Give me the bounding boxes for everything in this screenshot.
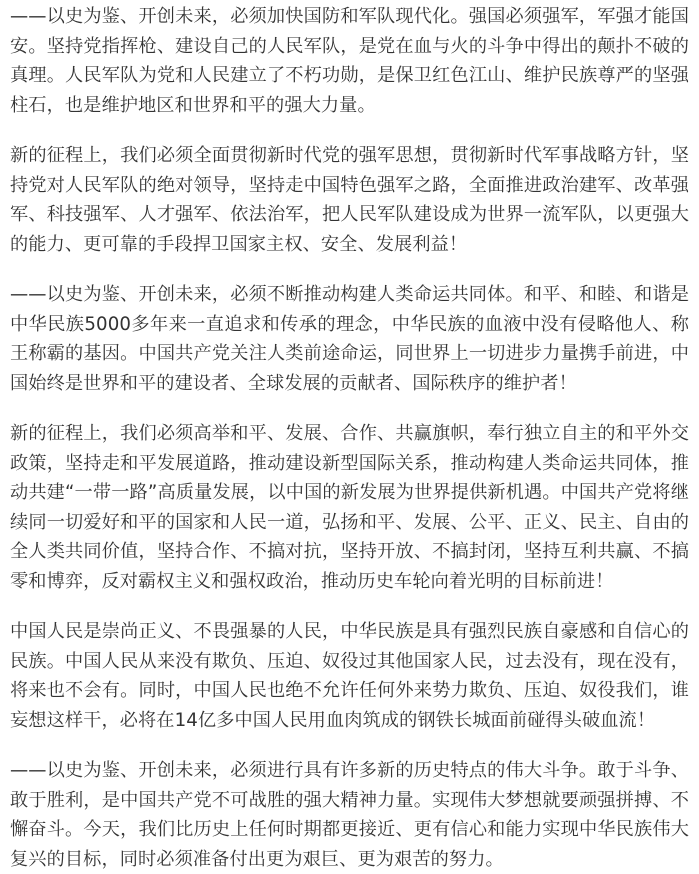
paragraph-1: ——以史为鉴、开创未来，必须加快国防和军队现代化。强国必须强军，军强才能国安。坚持党指挥枪、建设自己的人民军队，是党在血与火的斗争中得出的颠扑不破的真理。人民军队为党和人民建立了不朽功勋，是保卫红色江山、维护民族尊严的坚强柱石，也是维护地区和世界和平的强大力量。 xyxy=(10,6,689,116)
paragraph-3: ——以史为鉴、开创未来，必须不断推动构建人类命运共同体。和平、和睦、和谐是中华民族5000多年来一直追求和传承的理念，中华民族的血液中没有侵略他人、称王称霸的基因。中国共产党关注人类前途命运，同世界上一切进步力量携手前进，中国始终是世界和平的建设者、全球发展的贡献者、国际秩序的维护者！ xyxy=(10,284,689,394)
paragraph-2: 新的征程上，我们必须全面贯彻新时代党的强军思想，贯彻新时代军事战略方针，坚持党对人民军队的绝对领导，坚持走中国特色强军之路，全面推进政治建军、改革强军、科技强军、人才强军、依法治军，把人民军队建设成为世界一流军队，以更强大的能力、更可靠的手段捍卫国家主权、安全、发展利益！ xyxy=(10,145,689,255)
paragraph-6: ——以史为鉴、开创未来，必须进行具有许多新的历史特点的伟大斗争。敢于斗争、敢于胜利，是中国共产党不可战胜的强大精神力量。实现伟大梦想就要顽强拼搏、不懈奋斗。今天，我们比历史上任何时期都更接近、更有信心和能力实现中华民族伟大复兴的目标，同时必须准备付出更为艰巨、更为艰苦的努力。 xyxy=(10,760,689,870)
paragraph-5: 中国人民是崇尚正义、不畏强暴的人民，中华民族是具有强烈民族自豪感和自信心的民族。中国人民从来没有欺负、压迫、奴役过其他国家人民，过去没有，现在没有，将来也不会有。同时，中国人民也绝不允许任何外来势力欺负、压迫、奴役我们，谁妄想这样干，必将在14亿多中国人民用血肉筑成的钢铁长城面前碰得头破血流！ xyxy=(10,621,689,731)
paragraph-4: 新的征程上，我们必须高举和平、发展、合作、共赢旗帜，奉行独立自主的和平外交政策，坚持走和平发展道路，推动建设新型国际关系，推动构建人类命运共同体，推动共建“一带一路”高质量发展，以中国的新发展为世界提供新机遇。中国共产党将继续同一切爱好和平的国家和人民一道，弘扬和平、发展、公平、正义、民主、自由的全人类共同价值，坚持合作、不搞对抗，坚持开放、不搞封闭，坚持互利共赢、不搞零和博弈，反对霸权主义和强权政治，推动历史车轮向着光明的目标前进！ xyxy=(10,423,689,592)
